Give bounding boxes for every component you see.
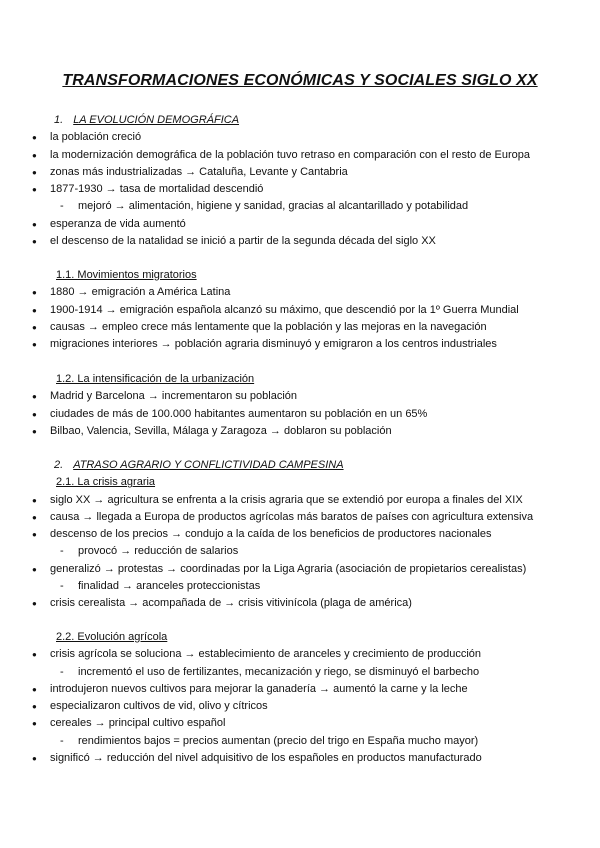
section-agrarian-backwardness [30, 457, 580, 613]
section-number: 1. [54, 114, 64, 126]
list-item: ● cereales → principal cultivo español [30, 715, 580, 732]
section-heading-text: ATRASO AGRARIO Y CONFLICTIVIDAD CAMPESINA [73, 459, 344, 471]
bullet-list [30, 388, 580, 440]
list-item: ● esperanza de vida aumentó [30, 216, 580, 233]
bullet-list [30, 492, 580, 613]
sub-list-item: - provocó → reducción de salarios [30, 543, 580, 560]
section-heading-text: LA EVOLUCIÓN DEMOGRÁFICA [73, 114, 240, 126]
list-item: ● migraciones interiores → población agraria disminuyó y emigraron a los centros industriales [30, 336, 580, 353]
page-title: TRANSFORMACIONES ECONÓMICAS Y SOCIALES SIGLO XX [62, 72, 538, 89]
list-item: ● 1877-1930 → tasa de mortalidad descendió [30, 181, 580, 198]
list-item: ● especializaron cultivos de vid, olivo y cítricos [30, 698, 580, 715]
section-migrations [30, 267, 580, 353]
list-item: ● el descenso de la natalidad se inició a partir de la segunda década del siglo XX [30, 233, 580, 250]
sub-list-item: - rendimientos bajos = precios aumentan (precio del trigo en España mucho mayor) [30, 733, 580, 750]
list-item: ● ciudades de más de 100.000 habitantes aumentaron su población en un 65% [30, 406, 580, 423]
list-item: ● crisis cerealista → acompañada de → crisis vitivinícola (plaga de américa) [30, 595, 580, 612]
section-urbanization [30, 371, 580, 440]
section-heading [54, 112, 580, 129]
bullet-list [30, 646, 580, 767]
subsection-heading: 2.1. La crisis agraria [56, 476, 156, 489]
section-heading [54, 457, 580, 474]
section-number: 2. [54, 459, 64, 471]
section-agricultural-evolution [30, 629, 580, 767]
list-item: ● Bilbao, Valencia, Sevilla, Málaga y Zaragoza → doblaron su población [30, 423, 580, 440]
list-item: ● causas → empleo crece más lentamente que la población y las mejoras en la navegación [30, 319, 580, 336]
list-item: ● descenso de los precios → condujo a la caída de los beneficios de productores nacionales [30, 526, 580, 543]
list-item: ● la población creció [30, 129, 580, 146]
sub-list-item: - mejoró → alimentación, higiene y sanidad, gracias al alcantarillado y potabilidad [30, 198, 580, 215]
list-item: ● 1900-1914 → emigración española alcanzó su máximo, que descendió por la 1º Guerra Mundial [30, 302, 580, 319]
list-item: ● crisis agrícola se soluciona → establecimiento de aranceles y crecimiento de producción [30, 646, 580, 663]
bullet-list [30, 129, 580, 250]
bullet-list [30, 284, 580, 353]
list-item: ● 1880 → emigración a América Latina [30, 284, 580, 301]
subsection-heading: 1.1. Movimientos migratorios [56, 269, 197, 281]
list-item: ● generalizó → protestas → coordinadas por la Liga Agraria (asociación de propietarios cerealistas) [30, 561, 580, 578]
list-item: ● causa → llegada a Europa de productos agrícolas más baratos de países con agricultura extensiva [30, 509, 580, 526]
sub-list-item: - incrementó el uso de fertilizantes, mecanización y riego, se disminuyó el barbecho [30, 664, 580, 681]
subsection-heading: 2.2. Evolución agrícola [56, 631, 168, 643]
list-item: ● significó → reducción del nivel adquisitivo de los españoles en productos manufacturado [30, 750, 580, 767]
subsection-heading: 1.2. La intensificación de la urbanización [56, 373, 255, 385]
list-item: ● la modernización demográfica de la población tuvo retraso en comparación con el resto de Europa [30, 147, 580, 164]
list-item: ● Madrid y Barcelona → incrementaron su población [30, 388, 580, 405]
list-item: ● zonas más industrializadas → Cataluña, Levante y Cantabria [30, 164, 580, 181]
list-item: ● siglo XX → agricultura se enfrenta a la crisis agraria que se extendió por europa a finales del XIX [30, 492, 580, 509]
sub-list-item: - finalidad → aranceles proteccionistas [30, 578, 580, 595]
section-demography [30, 112, 580, 250]
list-item: ● introdujeron nuevos cultivos para mejorar la ganadería → aumentó la carne y la leche [30, 681, 580, 698]
